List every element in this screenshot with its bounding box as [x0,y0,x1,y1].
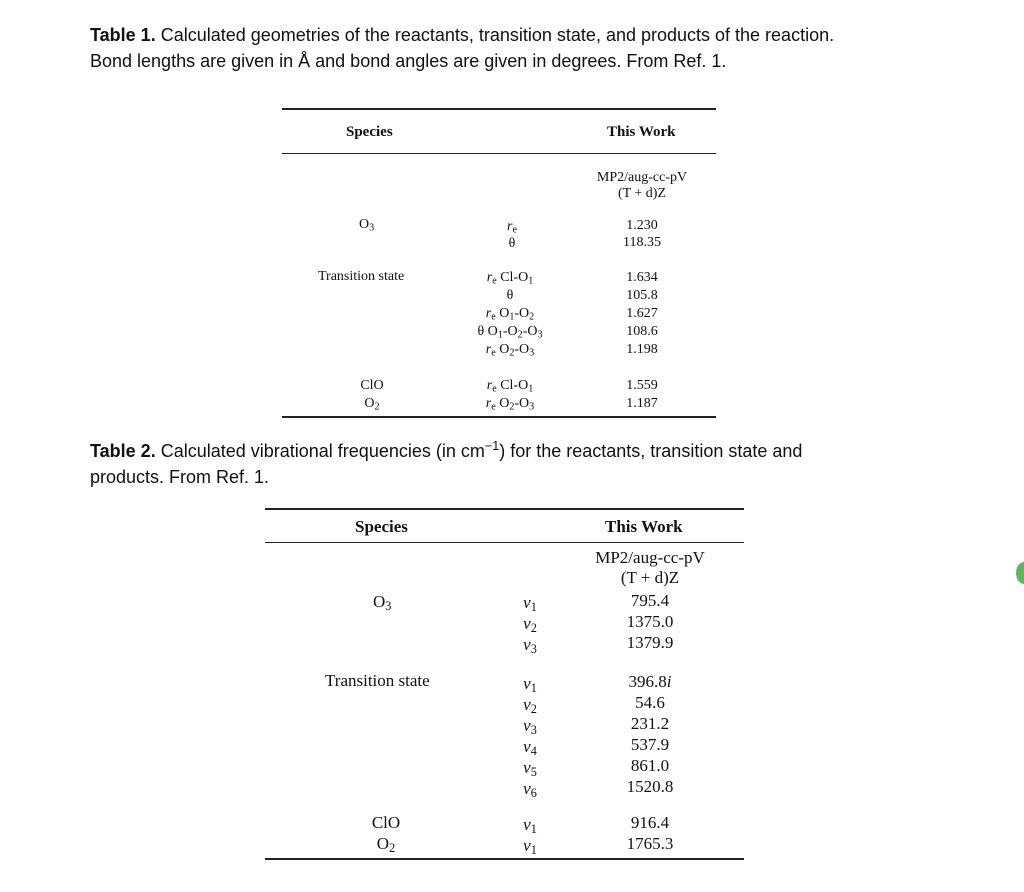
table2-nu-o3: $v_1$ $v_2$ $v_3$ [523,593,537,657]
table1-values-o3: 1.230 118.35 [623,218,661,250]
table1-params-ts: $r_e$ $Cl-O_1$ θ $r_e$ $O_1-O_2$ θ $O_1-O_2-O_3$ $r_e$ $O_2-O_3$ [477,270,543,359]
table2-header-this-work: This Work [605,517,683,536]
table2-values-products: 916.4 1765.3 [626,813,674,853]
table1-species-ts: Transition state [318,269,405,284]
table2-species-o3: $O_3$ [373,592,392,614]
table2-header-rule [265,542,744,543]
table2-method: MP2/aug-cc-pV (T + d)Z [595,548,705,587]
table1-values-products: 1.559 1.187 [626,378,658,411]
table1-params-o3: $r_e$ θ [507,219,517,251]
table1-bottom-rule [282,416,716,418]
table1-method-line1: MP2/aug-cc-pV [596,170,688,185]
table1-params-products: $r_e$ $Cl-O_1$ $r_e$ $O_2-O_3$ [485,378,535,413]
table1-values-ts: 1.634 105.8 1.627 108.6 1.198 [626,270,658,357]
table2-nu-ts: $v_1$ $v_2$ $v_3$ $v_4$ $v_5$ $v_6$ [523,674,537,801]
table2-bottom-rule [265,858,744,860]
table1-caption-label: Table 1. [90,25,156,45]
table2-caption: Table 2. Calculated vibrational frequencies (in $cm^{-1}$) for the reactants, transition state and products. From Ref. 1. [90,439,803,487]
table2-nu-products: $v_1$ $v_1$ [523,815,537,858]
table1-caption-text: Calculated geometries of the reactants, transition state, and products of the reaction. [155,25,835,45]
table2-header-species: Species [355,517,408,536]
table1-header-species: Species [346,124,393,140]
table1-method-line2: (T + d)Z [617,186,667,201]
table1 [282,108,716,420]
table1-method [572,170,712,202]
green-edge-mark-icon [1016,562,1024,584]
table1-species-products: ClO $O_2$ [360,378,384,413]
table2 [265,508,744,864]
table2-top-rule [265,508,744,510]
table1-header-this-work: This Work [607,124,676,140]
table1-caption [90,22,970,74]
table2-values-o3: 795.4 1375.0 1379.9 [626,591,674,652]
table2-species-products: ClO $O_2$ [371,813,401,856]
table2-values-ts: 396.8i 54.6 231.2 537.9 861.0 1520.8 [626,672,674,796]
table1-species-o3: $O_3$ [359,217,375,234]
table2-species-ts: Transition state [325,671,430,690]
table2-caption-label: Table 2. [90,441,156,461]
table2-caption-text-3: products. From Ref. 1. [90,467,270,487]
table1-header-rule [282,153,716,154]
table1-caption-text-2: Bond lengths are given in Å and bond angles are given in degrees. From Ref. 1. [90,51,727,71]
table1-top-rule [282,108,716,110]
